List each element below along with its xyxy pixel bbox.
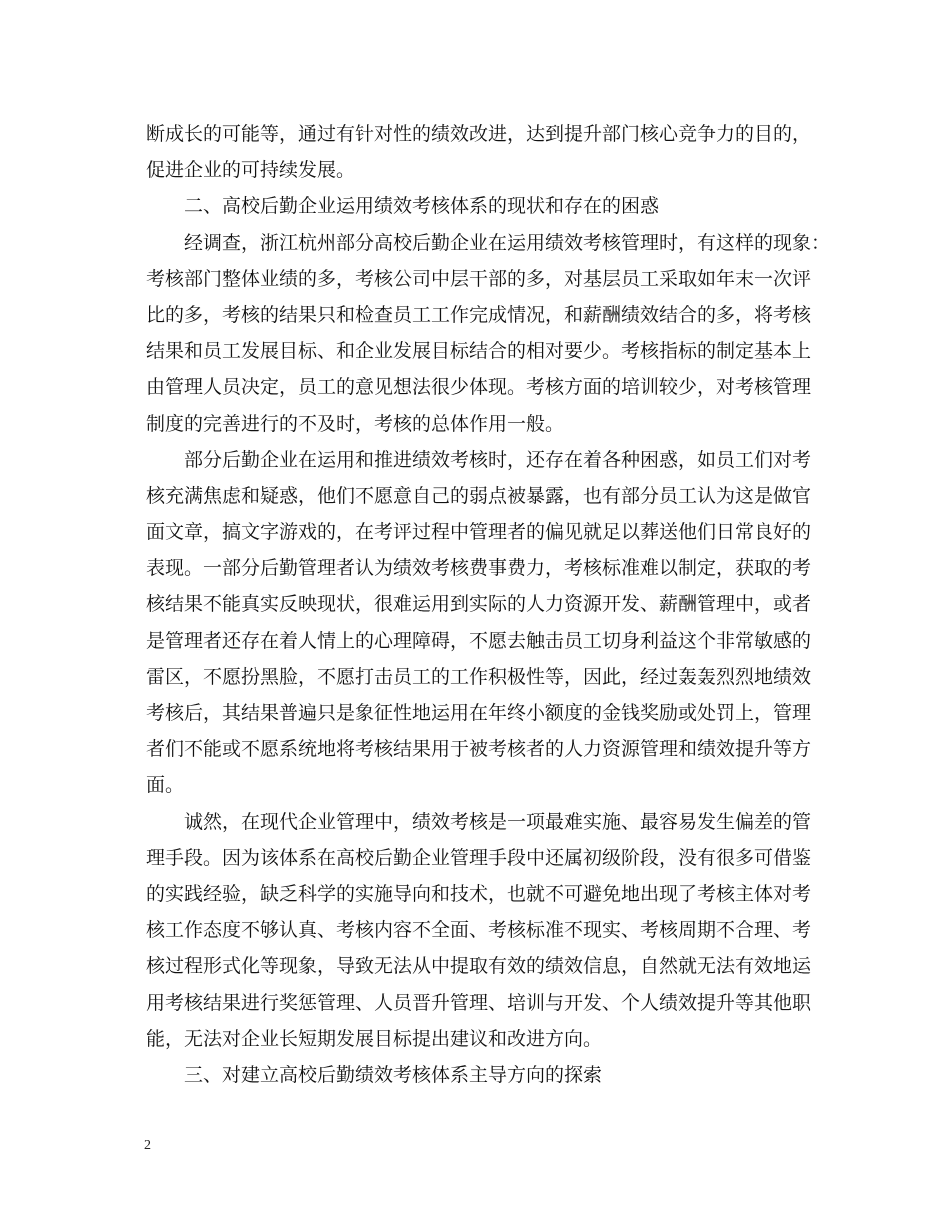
document-body	[146, 116, 831, 1093]
text-line: 由管理人员决定，员工的意见想法很少体现。考核方面的培训较少，对考核管理	[146, 376, 812, 399]
text-line: 用考核结果进行奖惩管理、人员晋升管理、培训与开发、个人绩效提升等其他职	[146, 991, 812, 1014]
page-number: 2	[144, 1138, 151, 1153]
text-line: 结果和员工发展目标、和企业发展目标结合的相对要少。考核指标的制定基本上	[146, 340, 812, 363]
text-line: 能，无法对企业长短期发展目标提出建议和改进方向。	[146, 1027, 603, 1050]
text-line: 面。	[146, 774, 185, 797]
paragraph-start-line: 三、对建立高校后勤绩效考核体系主导方向的探索	[184, 1063, 603, 1086]
text-line: 的实践经验，缺乏科学的实施导向和技术，也就不可避免地出现了考核主体对考	[146, 882, 812, 905]
text-line: 是管理者还存在着人情上的心理障碍，不愿去触击员工切身利益这个非常敏感的	[146, 629, 812, 652]
text-line: 核过程形式化等现象，导致无法从中提取有效的绩效信息，自然就无法有效地运	[146, 955, 812, 978]
paragraph-start-line: 诚然，在现代企业管理中，绩效考核是一项最难实施、最容易发生偏差的管	[184, 810, 812, 833]
text-line: 理手段。因为该体系在高校后勤企业管理手段中还属初级阶段，没有很多可借鉴	[146, 846, 812, 869]
text-line: 核充满焦虑和疑惑，他们不愿意自己的弱点被暴露，也有部分员工认为这是做官	[146, 484, 812, 507]
paragraph-start-line: 二、高校后勤企业运用绩效考核体系的现状和存在的困惑	[184, 195, 660, 218]
text-line: 表现。一部分后勤管理者认为绩效考核费事费力，考核标准难以制定，获取的考	[146, 557, 812, 580]
text-line: 雷区，不愿扮黑脸，不愿打击员工的工作积极性等，因此，经过轰轰烈烈地绩效	[146, 665, 812, 688]
paragraph-start-line: 经调查，浙江杭州部分高校后勤企业在运用绩效考核管理时，有这样的现象：	[184, 231, 831, 254]
text-line: 核工作态度不够认真、考核内容不全面、考核标准不现实、考核周期不合理、考	[146, 919, 812, 942]
text-line: 断成长的可能等，通过有针对性的绩效改进，达到提升部门核心竞争力的目的，	[146, 123, 812, 145]
text-line: 比的多，考核的结果只和检查员工工作完成情况，和薪酬绩效结合的多，将考核	[146, 303, 812, 326]
text-line: 者们不能或不愿系统地将考核结果用于被考核者的人力资源管理和绩效提升等方	[146, 738, 812, 761]
text-line: 面文章，搞文字游戏的，在考评过程中管理者的偏见就足以葬送他们日常良好的	[146, 521, 812, 544]
text-line: 核结果不能真实反映现状，很难运用到实际的人力资源开发、薪酬管理中，或者	[146, 593, 812, 616]
paragraph-start-line: 部分后勤企业在运用和推进绩效考核时，还存在着各种困惑，如员工们对考	[184, 448, 812, 471]
text-line: 促进企业的可持续发展。	[146, 159, 356, 182]
text-line: 考核后，其结果普遍只是象征性地运用在年终小额度的金钱奖励或处罚上，管理	[146, 702, 812, 724]
text-line: 制度的完善进行的不及时，考核的总体作用一般。	[146, 412, 565, 435]
text-line: 考核部门整体业绩的多，考核公司中层干部的多，对基层员工采取如年末一次评	[146, 267, 812, 290]
